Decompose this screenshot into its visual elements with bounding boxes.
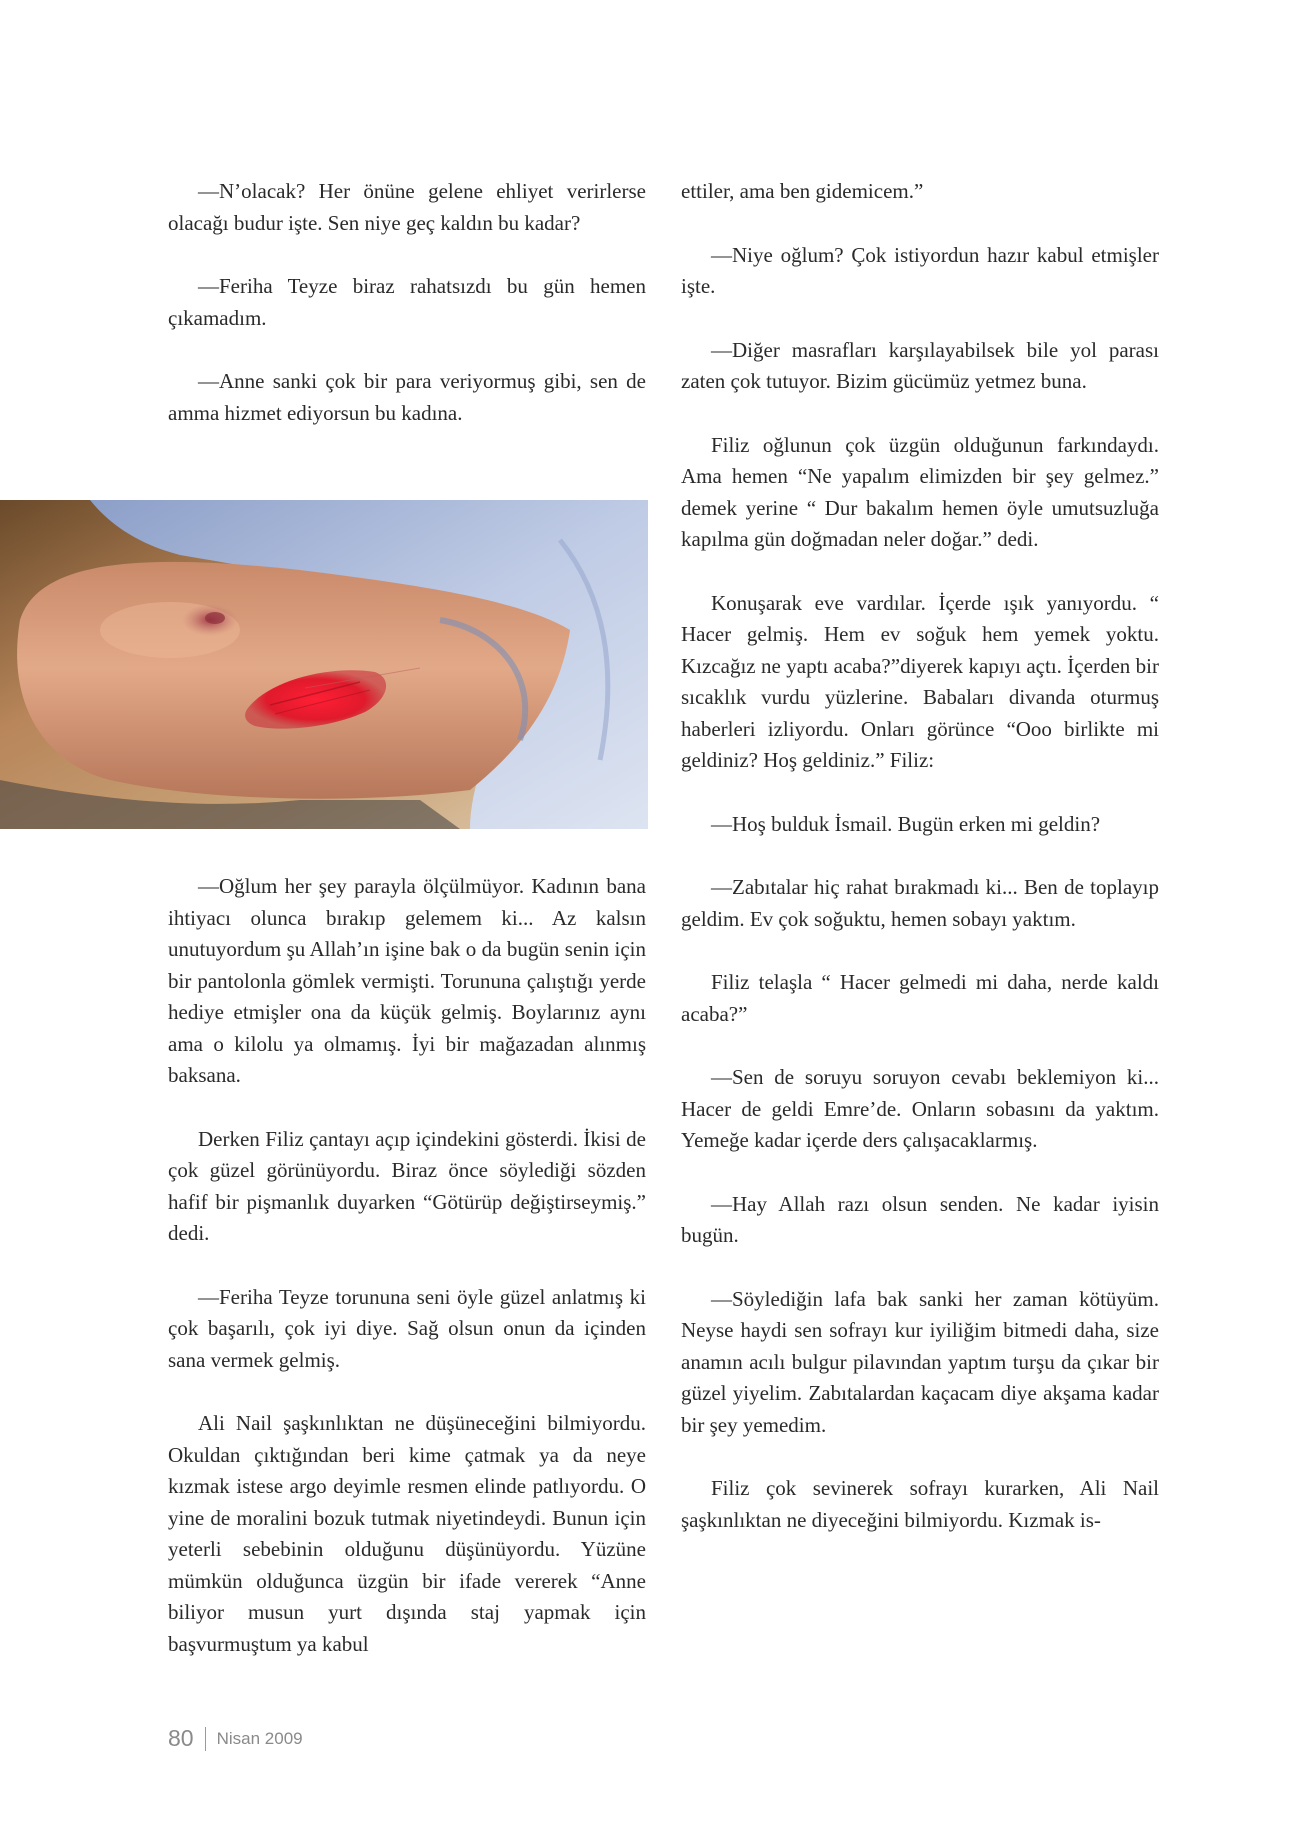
left-column-bottom bbox=[168, 871, 646, 1692]
paragraph: —Hay Allah razı olsun senden. Ne kadar iyisin bugün. bbox=[681, 1191, 1159, 1247]
paragraph: —Niye oğlum? Çok istiyordun hazır kabul etmişler işte. bbox=[681, 242, 1159, 298]
left-column-top bbox=[168, 176, 646, 461]
paragraph: —Sen de soruyu soruyon cevabı beklemiyon ki... Hacer de geldi Emre’de. Onların sobasını da yaktım. Yemeğe kadar içerde ders çalışacaklarmış. bbox=[681, 1065, 1159, 1152]
paragraph: Filiz çok sevinerek sofrayı kurarken, Ali Nail şaşkınlıktan ne diyeceğini bilmiyordu. Kızmak is- bbox=[681, 1476, 1159, 1532]
scraped-elbow-photo bbox=[0, 500, 648, 829]
paragraph: —Zabıtalar hiç rahat bırakmadı ki... Ben de toplayıp geldim. Ev çok soğuktu, hemen sobayı yaktım. bbox=[681, 875, 1159, 931]
paragraph: Derken Filiz çantayı açıp içindekini gösterdi. İkisi de çok güzel görünüyordu. Biraz önce söylediği sözden hafif bir pişmanlık duyarken “Götürüp değiştirseymiş.” dedi. bbox=[168, 1126, 646, 1245]
page-number: 80 bbox=[168, 1725, 194, 1751]
paragraph: Filiz oğlunun çok üzgün olduğunun farkındaydı. Ama hemen “Ne yapalım elimizden bir şey gelmez.” demek yerine “ Dur bakalım hemen öyle umutsuzluğa kapılma gün doğmadan neler doğar.” dedi. bbox=[681, 432, 1159, 551]
right-column bbox=[681, 176, 1159, 1568]
page-footer bbox=[168, 1725, 303, 1752]
paragraph: —Diğer masrafları karşılayabilsek bile yol parası zaten çok tutuyor. Bizim gücümüz yetmez buna. bbox=[681, 337, 1159, 393]
paragraph: Konuşarak eve vardılar. İçerde ışık yanıyordu. “ Hacer gelmiş. Hem ev soğuk hem yemek yoktu. Kızcağız ne yaptı acaba?”diyerek kapıyı açtı. İçerden bir sıcaklık vurdu yüzlerine. Babaları divanda oturmuş haberleri izliyordu. Onları görünce “Ooo birlikte mi geldiniz? Hoş geldiniz.” Filiz: bbox=[681, 590, 1159, 772]
paragraph: —Feriha Teyze biraz rahatsızdı bu gün hemen çıkamadım. bbox=[168, 274, 646, 330]
paragraph: Ali Nail şaşkınlıktan ne düşüneceğini bilmiyordu. Okuldan çıktığından beri kime çatmak ya da neye kızmak istese argo deyimle resmen elinde patlıyordu. O yine de moralini bozuk tutmak niyetindeydi. Bunun için yeterli sebebinin olduğunu düşünüyordu. Yüzüne mümkün olduğunca üzgün bir ifade vererek “Anne biliyor musun yurt dışında staj yapmak için başvurmuştum ya kabul bbox=[168, 1411, 646, 1656]
paragraph: —Söylediğin lafa bak sanki her zaman kötüyüm. Neyse haydi sen sofrayı kur iyiliğim bitmedi daha, size anamın acılı bulgur pilavından yaptım turşu da çıkar bir güzel yiyelim. Zabıtalardan kaçacam diye akşama kadar bir şey yemedim. bbox=[681, 1286, 1159, 1437]
paragraph: Filiz telaşla “ Hacer gelmedi mi daha, nerde kaldı acaba?” bbox=[681, 970, 1159, 1026]
paragraph: —Feriha Teyze torununa seni öyle güzel anlatmış ki çok başarılı, çok iyi diye. Sağ olsun onun da içinden sana vermek gelmiş. bbox=[168, 1284, 646, 1372]
paragraph: ettiler, ama ben gidemicem.” bbox=[681, 179, 924, 203]
paragraph: —Oğlum her şey parayla ölçülmüyor. Kadının bana ihtiyacı olunca bırakıp gelemem ki... Az kalsın unutuyordum şu Allah’ın işine bak o da bugün senin için bir pantolonla gömlek vermişti. Torununa çalıştığı yerde hediye etmişler ona da küçük gelmiş. Boylarınız aynı ama o kilolu ya olmamış. İyi bir mağazadan alınmış baksana. bbox=[168, 874, 646, 1087]
paragraph: —Hoş bulduk İsmail. Bugün erken mi geldin? bbox=[711, 811, 1101, 836]
paragraph: —Anne sanki çok bir para veriyormuş gibi, sen de amma hizmet ediyorsun bu kadına. bbox=[168, 369, 646, 425]
issue-date: Nisan 2009 bbox=[216, 1728, 303, 1748]
paragraph: —N’olacak? Her önüne gelene ehliyet verirlerse olacağı budur işte. Sen niye geç kaldın bu kadar? bbox=[168, 179, 646, 235]
footer-divider bbox=[205, 1727, 206, 1751]
